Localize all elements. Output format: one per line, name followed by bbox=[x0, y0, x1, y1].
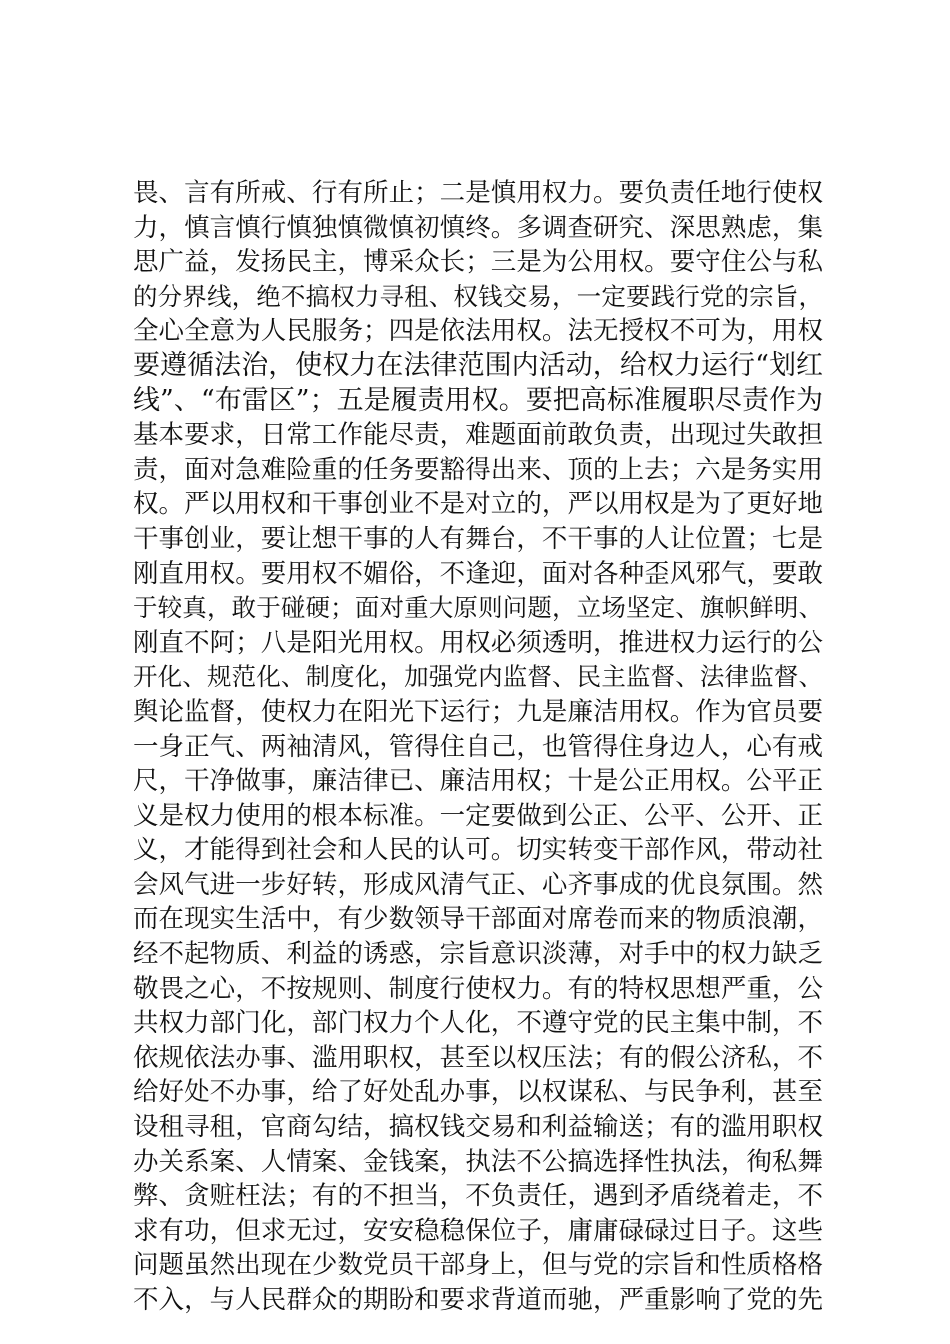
text-line-12: 刚直用权。要用权不媚俗，不逢迎，面对各种歪风邪气，要敢 bbox=[133, 558, 823, 589]
text-line-9: 责，面对急难险重的任务要豁得出来、顶的上去；六是务实用 bbox=[133, 454, 823, 485]
text-line-16: 舆论监督，使权力在阳光下运行；九是廉洁用权。作为官员要 bbox=[133, 696, 823, 727]
text-line-4: 的分界线，绝不搞权力寻租、权钱交易，一定要践行党的宗旨， bbox=[133, 281, 823, 311]
text-line-5: 全心全意为人民服务；四是依法用权。法无授权不可为，用权 bbox=[133, 316, 823, 347]
text-line-21: 会风气进一步好转，形成风清气正、心齐事成的优良氛围。然 bbox=[133, 869, 823, 900]
text-line-20: 义，才能得到社会和人民的认可。切实转变干部作风，带动社 bbox=[133, 835, 823, 866]
text-line-6: 要遵循法治，使权力在法律范围内活动，给权力运行“划红 bbox=[133, 349, 823, 381]
text-line-31: 求有功，但求无过，安安稳稳保位子，庸庸碌碌过日子。这些 bbox=[133, 1215, 823, 1246]
text-line-19: 义是权力使用的根本标准。一定要做到公正、公平、公开、正 bbox=[133, 800, 823, 831]
text-line-13: 于较真，敢于碰硬；面对重大原则问题，立场坚定、旗帜鲜明、 bbox=[133, 593, 823, 623]
text-line-11: 干事创业，要让想干事的人有舞台，不干事的人让位置；七是 bbox=[133, 523, 823, 554]
text-line-7: 线”、“布雷区”；五是履责用权。要把高标准履职尽责作为 bbox=[133, 384, 823, 416]
text-line-33: 不入，与人民群众的期盼和要求背道而驰，严重影响了党的先 bbox=[133, 1285, 823, 1315]
text-line-28: 设租寻租，官商勾结，搞权钱交易和利益输送；有的滥用职权 bbox=[133, 1112, 823, 1143]
text-line-22: 而在现实生活中，有少数领导干部面对席卷而来的物质浪潮， bbox=[133, 904, 823, 935]
text-line-30: 弊、贪赃枉法；有的不担当，不负责任，遇到矛盾绕着走，不 bbox=[133, 1181, 823, 1212]
text-line-27: 给好处不办事，给了好处乱办事，以权谋私、与民争利，甚至 bbox=[133, 1077, 823, 1108]
text-line-8: 基本要求，日常工作能尽责，难题面前敢负责，出现过失敢担 bbox=[133, 420, 823, 451]
text-line-32: 问题虽然出现在少数党员干部身上，但与党的宗旨和性质格格 bbox=[133, 1250, 823, 1281]
text-line-29: 办关系案、人情案、金钱案，执法不公搞选择性执法，徇私舞 bbox=[133, 1146, 823, 1177]
body-text bbox=[133, 176, 823, 1318]
text-line-24: 敬畏之心，不按规则、制度行使权力。有的特权思想严重，公 bbox=[133, 973, 823, 1004]
text-line-1: 畏、言有所戒、行有所止；二是慎用权力。要负责任地行使权 bbox=[133, 178, 823, 208]
text-line-15: 开化、规范化、制度化，加强党内监督、民主监督、法律监督、 bbox=[133, 662, 823, 692]
text-line-17: 一身正气、两袖清风，管得住自己，也管得住身边人，心有戒 bbox=[133, 731, 823, 762]
text-line-26: 依规依法办事、滥用职权，甚至以权压法；有的假公济私，不 bbox=[133, 1042, 823, 1073]
text-line-3: 思广益，发扬民主，博采众长；三是为公用权。要守住公与私 bbox=[133, 247, 823, 278]
text-line-23: 经不起物质、利益的诱惑，宗旨意识淡薄，对手中的权力缺乏 bbox=[133, 939, 823, 970]
text-line-18: 尺，干净做事，廉洁律已、廉洁用权；十是公正用权。公平正 bbox=[133, 766, 823, 797]
text-line-2: 力，慎言慎行慎独慎微慎初慎终。多调查研究、深思熟虑，集 bbox=[133, 212, 823, 243]
text-line-10: 权。严以用权和干事创业不是对立的，严以用权是为了更好地 bbox=[133, 489, 823, 520]
text-line-14: 刚直不阿；八是阳光用权。用权必须透明，推进权力运行的公 bbox=[133, 627, 823, 658]
text-line-25: 共权力部门化，部门权力个人化，不遵守党的民主集中制，不 bbox=[133, 1008, 823, 1039]
